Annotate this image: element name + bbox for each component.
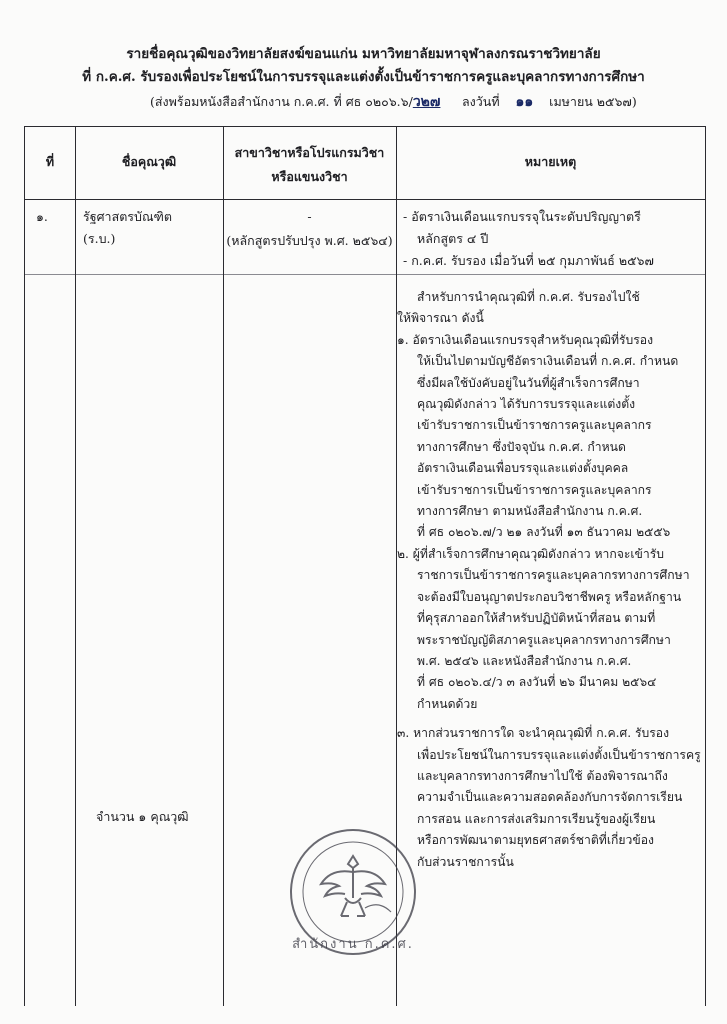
note-line: การสอน และการส่งเสริมการเรียนรู้ของผู้เรียน: [417, 811, 656, 826]
note-line: กำหนดด้วย: [417, 696, 478, 711]
note-line: ให้พิจารณา ดังนี้: [397, 311, 484, 326]
remark-salary: - อัตราเงินเดือนแรกบรรจุในระดับปริญญาตรี: [403, 209, 641, 224]
header-major-line1: สาขาวิชาหรือโปรแกรมวิชา: [234, 145, 385, 160]
major-curriculum: (หลักสูตรปรับปรุง พ.ศ. ๒๕๖๔): [226, 233, 393, 248]
table-right-border: [705, 126, 706, 1006]
note-line: พระราชบัญญัติสภาครูและบุคลากรทางการศึกษา: [417, 632, 671, 647]
note-line: ความจำเป็นและความสอดคล้องกับการจัดการเรียน: [417, 790, 683, 805]
garuda-seal-icon: [287, 822, 419, 962]
note-line: เข้ารับราชการเป็นข้าราชการครูและบุคลากร: [417, 482, 652, 497]
note-line: อัตราเงินเดือนเพื่อบรรจุและแต่งตั้งบุคคล: [417, 461, 629, 476]
note-line: เข้ารับราชการเป็นข้าราชการครูและบุคลากร: [417, 418, 652, 433]
note-line: ราชการเป็นข้าราชการครูและบุคลากรทางการศึกษา: [417, 568, 690, 583]
header-major-line2: หรือแขนงวิชา: [271, 169, 348, 184]
doc-reference-line: [150, 91, 650, 113]
note-line: ๑. อัตราเงินเดือนแรกบรรจุสำหรับคุณวุฒิที่รับรอง: [397, 332, 654, 347]
note-line: ที่ ศธ ๐๒๐๖.๔/ว ๓ ลงวันที่ ๒๖ มีนาคม ๒๕๖๔: [417, 675, 657, 690]
date-suffix: เมษายน ๒๕๖๗): [549, 94, 637, 109]
table-row-divider: [24, 274, 706, 275]
note-line: เพื่อประโยชน์ในการบรรจุและแต่งตั้งเป็นข้าราชการครู: [417, 747, 701, 762]
note-line: ซึ่งมีผลใช้บังคับอยู่ในวันที่ผู้สำเร็จการศึกษา: [417, 375, 640, 390]
date-day: ๑๑: [515, 94, 534, 110]
note-line: ๓. หากส่วนราชการใด จะนำคุณวุฒิที่ ก.ค.ศ. รับรอง: [397, 726, 670, 741]
doc-title-line2: ที่ ก.ค.ศ. รับรองเพื่อประโยชน์ในการบรรจุและแต่งตั้งเป็นข้าราชการครูและบุคลากรทางการศึกษา: [82, 69, 645, 85]
date-prefix: ลงวันที่: [462, 94, 500, 109]
note-line: ทางการศึกษา ตามหนังสือสำนักงาน ก.ค.ศ.: [417, 504, 643, 519]
note-line: และบุคลากรทางการศึกษาไปใช้ ต้องพิจารณาถึง: [417, 768, 668, 783]
row-no: ๑.: [36, 209, 48, 224]
note-line: ให้เป็นไปตามบัญชีอัตราเงินเดือนที่ ก.ค.ศ. กำหนด: [417, 354, 679, 369]
header-major: [223, 141, 396, 189]
svg-text:สำนักงาน ก.ค.ศ.: สำนักงาน ก.ค.ศ.: [292, 937, 414, 952]
reference-number: ว๒๗: [412, 94, 441, 110]
header-no: ที่: [45, 154, 55, 169]
doc-title-line1: รายชื่อคุณวุฒิของวิทยาลัยสงฆ์ขอนแก่น มหาวิทยาลัยมหาจุฬาลงกรณราชวิทยาลัย: [126, 46, 601, 62]
note-line: ที่คุรุสภาออกให้สำหรับปฏิบัติหน้าที่สอน ตามที่: [417, 611, 656, 626]
note-line: คุณวุฒิดังกล่าว ได้รับการบรรจุและแต่งตั้ง: [417, 397, 636, 412]
degree-abbr: (ร.บ.): [83, 231, 116, 246]
table-col-divider-1: [75, 126, 76, 1006]
table-top-border: [24, 126, 706, 127]
header-degree: ชื่อคุณวุฒิ: [121, 154, 177, 169]
note-line: ที่ ศธ ๐๒๐๖.๗/ว ๒๑ ลงวันที่ ๑๓ ธันวาคม ๒๕๕๖: [417, 525, 671, 540]
major-dash: -: [307, 209, 312, 224]
header-remarks: หมายเหตุ: [524, 154, 577, 169]
note-line: จะต้องมีใบอนุญาตประกอบวิชาชีพครู หรือหลักฐาน: [417, 589, 682, 604]
table-header-divider: [24, 199, 706, 200]
reference-date: [462, 91, 637, 113]
degree-name: รัฐศาสตรบัณฑิต: [83, 209, 173, 224]
remark-approved: - ก.ค.ศ. รับรอง เมื่อวันที่ ๒๕ กุมภาพันธ์ ๒๕๖๗: [403, 253, 654, 268]
remarks-notes: [397, 287, 701, 873]
note-line: พ.ศ. ๒๕๔๖ และหนังสือสำนักงาน ก.ค.ศ.: [417, 653, 632, 668]
remark-salary-cont: หลักสูตร ๔ ปี: [417, 231, 489, 246]
note-line: สำหรับการนำคุณวุฒิที่ ก.ค.ศ. รับรองไปใช้: [417, 290, 640, 304]
qualification-count: จำนวน ๑ คุณวุฒิ: [96, 809, 189, 824]
reference-prefix: (ส่งพร้อมหนังสือสำนักงาน ก.ค.ศ. ที่ ศธ ๐๒๐๖.๖/: [150, 94, 413, 109]
note-line: หรือการพัฒนาตามยุทธศาสตร์ชาติที่เกี่ยวข้อง: [417, 833, 654, 848]
table-col-divider-2: [223, 126, 224, 1006]
note-line: กับส่วนราชการนั้น: [417, 854, 514, 869]
note-line: ๒. ผู้ที่สำเร็จการศึกษาคุณวุฒิดังกล่าว หากจะเข้ารับ: [397, 546, 665, 561]
note-line: ทางการศึกษา ซึ่งปัจจุบัน ก.ค.ศ. กำหนด: [417, 439, 626, 454]
table-left-border: [24, 126, 25, 1006]
